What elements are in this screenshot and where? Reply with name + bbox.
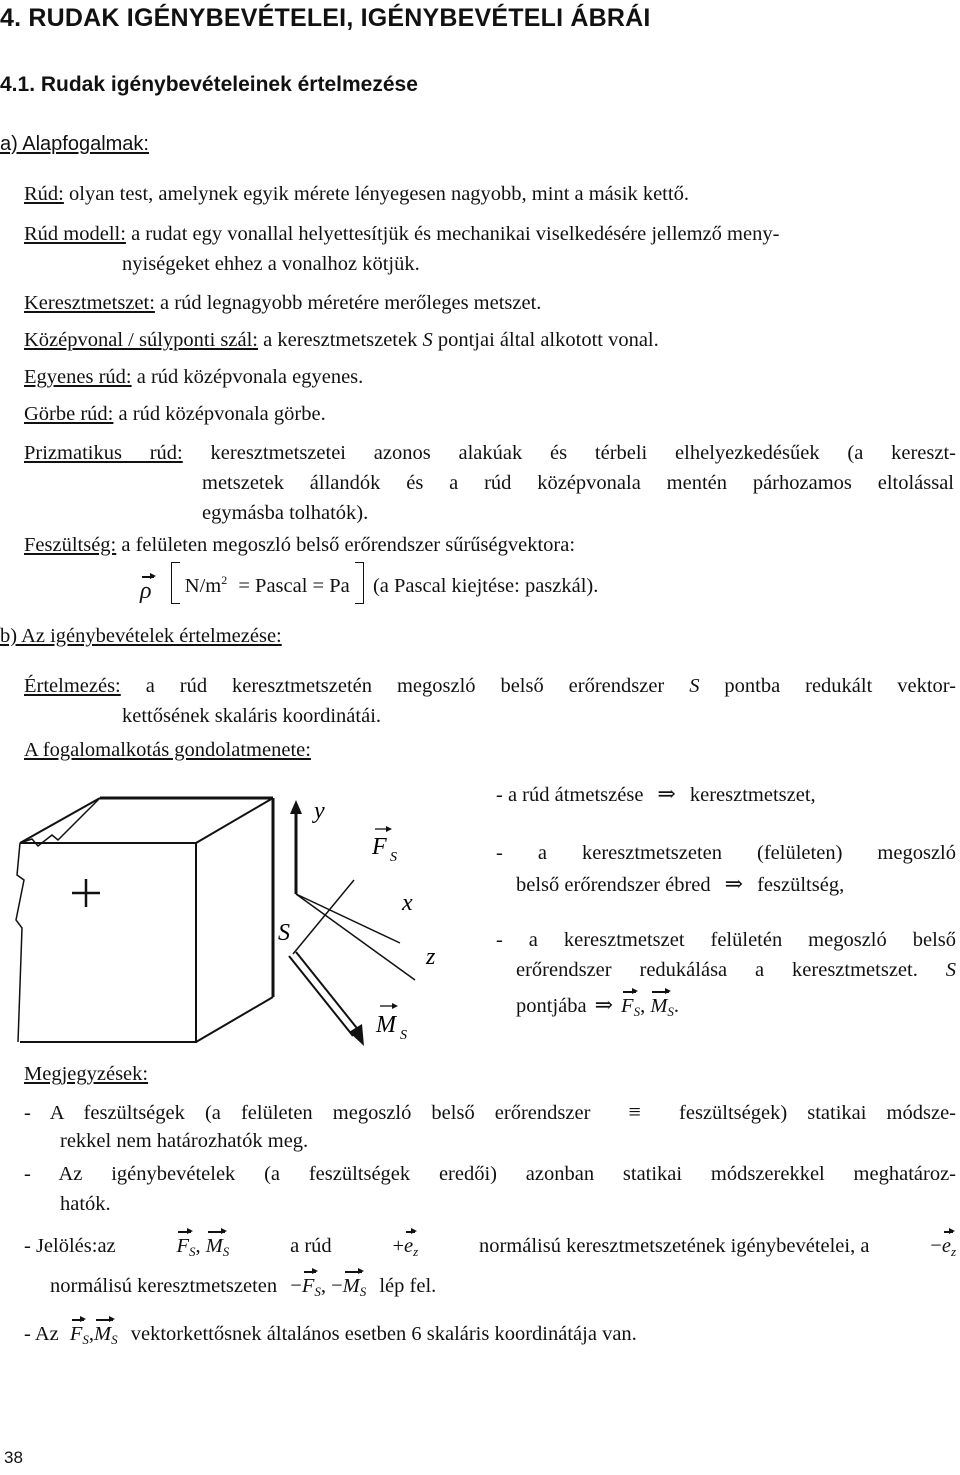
- part-b-title: b) Az igénybevételek értelmezése:: [0, 625, 282, 647]
- equiv-icon: ≡: [628, 1099, 641, 1124]
- def-feszultseg: Feszültség: a felületen megoszló belső erőrendszer sűrűségvektora:: [24, 534, 576, 556]
- note-1: - A feszültségek (a felületen megoszló belső erőrendszer ≡ feszültségek) statikai módsze-: [24, 1099, 956, 1124]
- def-rud-modell: Rúd modell: a rudat egy vonallal helyettesítjük és mechanikai viselkedésére jellemző meny-: [24, 223, 780, 245]
- implies-icon: ⇒: [724, 871, 744, 896]
- step-3-line1: - a keresztmetszet felületén megoszló belső: [496, 929, 956, 951]
- moment-vector-b: [289, 956, 353, 1036]
- section-title: 4.1. Rudak igénybevételeinek értelmezése: [0, 73, 418, 96]
- box-bottom-right-edge: [196, 997, 273, 1042]
- step-2-line2: belső erőrendszer ébred ⇒ feszültség,: [516, 871, 845, 896]
- y-label: y: [314, 798, 325, 824]
- def-rud-modell-cont: nyiségeket ehhez a vonalhoz kötjük.: [122, 253, 420, 275]
- step-3-line2: erőrendszer redukálása a keresztmetszet. S: [516, 959, 956, 981]
- m-label-sub: S: [400, 1028, 407, 1043]
- def-prizmatikus-cont1: metszetek állandók és a rúd középvonala mentén párhozamos eltolással: [202, 472, 954, 494]
- f-label-arrowhead: [386, 826, 392, 832]
- def-prizmatikus-rud: Prizmatikus rúd: keresztmetszetei azonos alakúak és térbeli elhelyezkedésűek (a kereszt-: [24, 442, 956, 464]
- box-top-left-edge: [20, 798, 100, 843]
- def-kozepvonal: Középvonal / súlyponti szál: a keresztmetszetek S pontjai által alkotott vonal.: [24, 329, 659, 351]
- break-line-left: [16, 843, 24, 1042]
- step-3-line3: pontjába ⇒ $F_S$, $M_S$.: [516, 992, 680, 1019]
- def-keresztmetszet: Keresztmetszet: a rúd legnagyobb méretére merőleges metszet.: [24, 292, 542, 314]
- step-1: - a rúd átmetszése ⇒ keresztmetszet,: [496, 781, 816, 806]
- page-number: 38: [4, 1448, 23, 1467]
- x-label: x: [402, 890, 413, 916]
- cross-section-figure: [0, 780, 480, 1070]
- implies-icon: ⇒: [657, 781, 676, 806]
- note-1-cont: rekkel nem határozhatók meg.: [60, 1130, 309, 1152]
- note-2: - Az igénybevételek (a feszültségek eredői) azonban statikai módszerekkel meghatároz-: [24, 1163, 956, 1185]
- s-point-label: S: [278, 920, 290, 946]
- f-label: F: [372, 834, 387, 860]
- gondolatmenet-title: A fogalomalkotás gondolatmenete:: [24, 739, 311, 761]
- y-axis-arrowhead: [290, 800, 302, 814]
- stress-formula: ρ $N/m^2$ = Pascal = Pa (a Pascal kiejtése: paszkál).: [140, 562, 598, 608]
- step-2-line1: - a keresztmetszeten (felületen) megoszló: [496, 842, 956, 864]
- part-a-title: a) Alapfogalmak:: [0, 133, 149, 155]
- x-axis: [296, 894, 400, 943]
- def-rud: Rúd: olyan test, amelynek egyik mérete lényegesen nagyobb, mint a másik kettő.: [24, 183, 689, 205]
- bracket-left: [171, 562, 180, 604]
- z-label: z: [426, 944, 436, 970]
- note-3: - Jelölés:az $F_S$, $M_S$ a rúd $+e_z$ normálisú keresztmetszetének igénybevételei, a $-e_z$: [24, 1232, 956, 1261]
- def-prizmatikus-cont2: egymásba tolhatók).: [202, 502, 369, 524]
- def-egyenes-rud: Egyenes rúd: a rúd középvonala egyenes.: [24, 366, 364, 388]
- m-label: M: [376, 1012, 396, 1038]
- implies-icon: ⇒: [594, 992, 614, 1017]
- bracket-right: [355, 562, 364, 604]
- note-2-cont: hatók.: [60, 1193, 111, 1215]
- ertelmezes: Értelmezés: a rúd keresztmetszetén megoszló belső erőrendszer S pontba redukált vektor-: [24, 675, 957, 697]
- z-axis: [296, 894, 415, 980]
- note-4: - Az $F_S,M_S$ vektorkettősnek általános esetben 6 skaláris koordinátája van.: [24, 1320, 637, 1349]
- m-label-arrowhead: [392, 1003, 398, 1009]
- def-gorbe-rud: Görbe rúd: a rúd középvonala görbe.: [24, 403, 326, 425]
- notes-title: Megjegyzések:: [24, 1063, 149, 1085]
- note-3-line2: normálisú keresztmetszeten $-F_S$, $-M_S$ lép fel.: [50, 1272, 436, 1301]
- ertelmezes-cont: kettősének skaláris koordinátái.: [122, 705, 382, 727]
- f-label-sub: S: [390, 850, 397, 865]
- rho-vector: ρ: [140, 578, 152, 604]
- chapter-title: 4. RUDAK IGÉNYBEVÉTELEI, IGÉNYBEVÉTELI ÁBRÁI: [0, 4, 651, 32]
- box-front: [20, 843, 196, 1042]
- box-top-right-edge: [196, 798, 273, 843]
- moment-vector-a: [296, 952, 360, 1032]
